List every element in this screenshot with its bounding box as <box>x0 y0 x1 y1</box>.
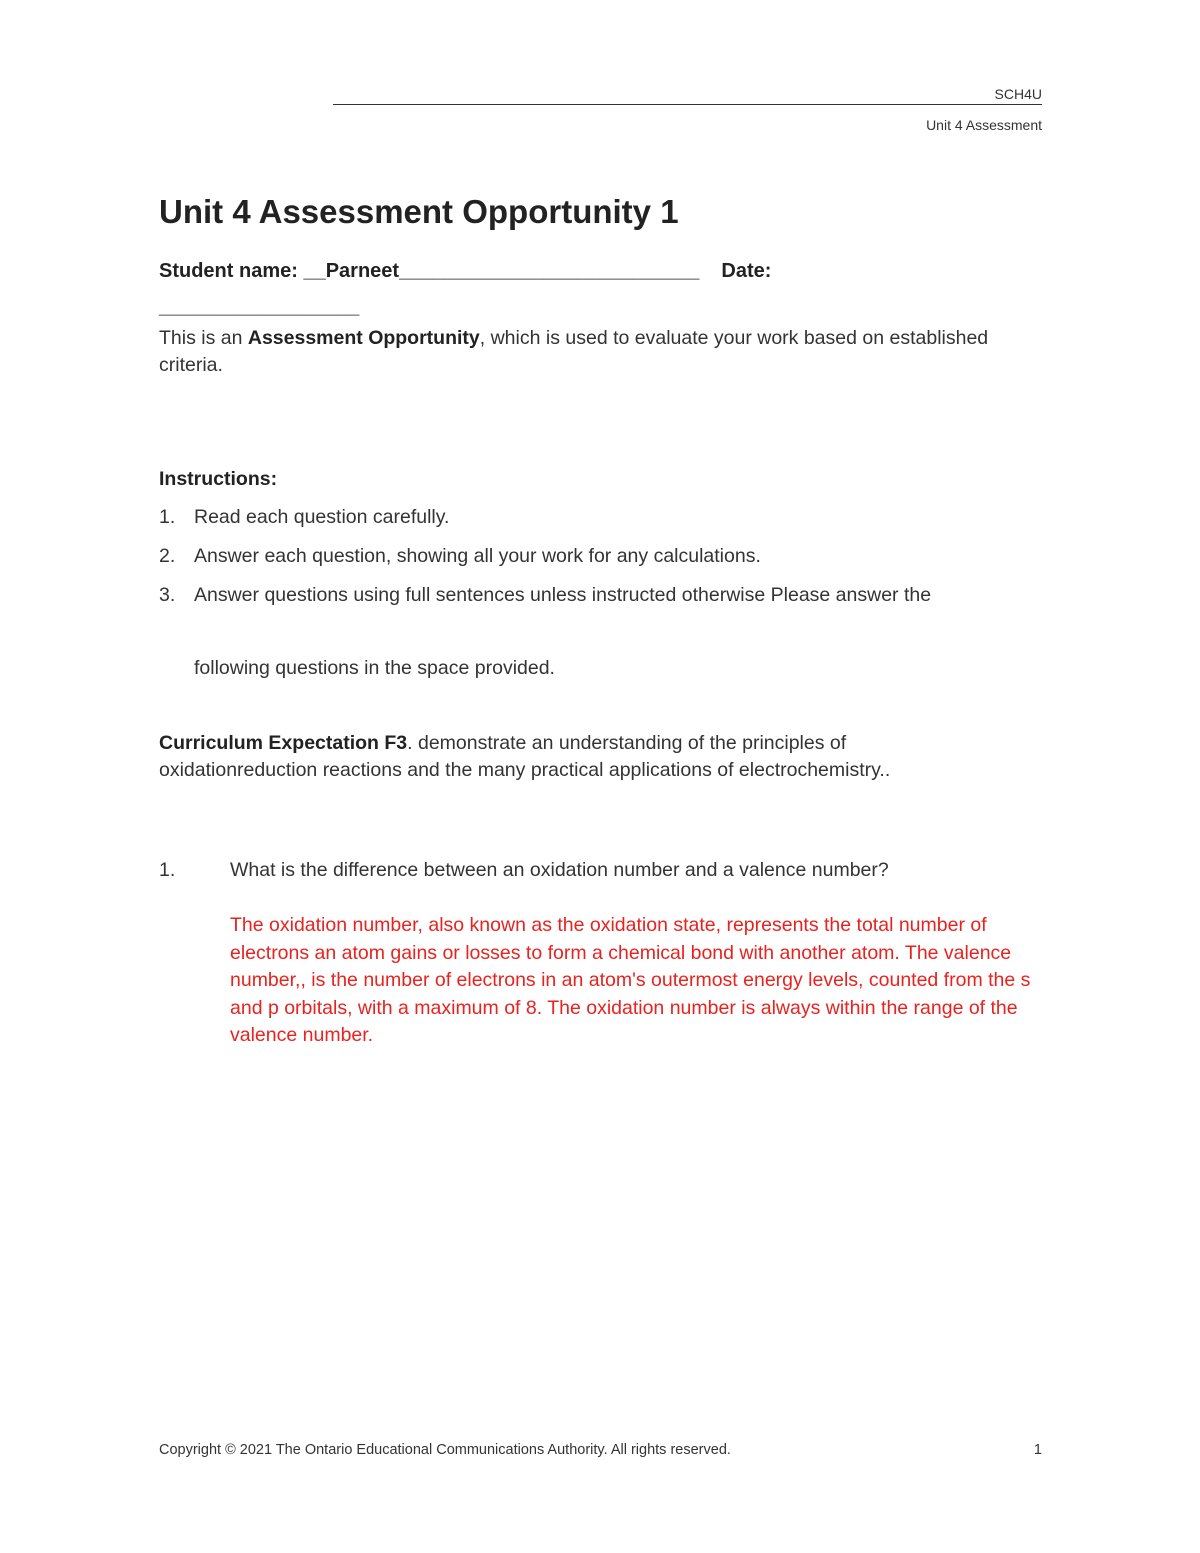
header-course-code: SCH4U <box>994 86 1042 102</box>
date-label: Date: <box>721 260 772 282</box>
question-text: What is the difference between an oxidation number and a valence number? <box>230 859 889 881</box>
header-rule <box>333 104 1042 105</box>
instruction-text: Answer each question, showing all your work for any calculations. <box>194 545 761 567</box>
intro-paragraph <box>159 325 989 379</box>
instruction-text: Answer questions using full sentences unless instructed otherwise Please answer the <box>194 584 932 606</box>
instruction-continuation: following questions in the space provided. <box>194 657 555 679</box>
student-name-field: Student name: __Parneet___________________________ <box>159 260 700 282</box>
answer-text: The oxidation number, also known as the oxidation state, represents the total number of electrons an atom gains or losses to form a chemical bond with another atom. The valence number,, is the number of electrons in an atom's outermost energy levels, counted from the s and p orbitals, with a maximum of 8. The oxidation number is always within the range of the valence number. <box>230 914 1031 1046</box>
intro-suffix: , which is used to evaluate your work based on established criteria. <box>159 327 989 376</box>
footer-copyright: Copyright © 2021 The Ontario Educational Communications Authority. All rights reserved. <box>159 1442 731 1458</box>
student-info-line <box>159 260 771 283</box>
intro-prefix: This is an <box>159 327 248 349</box>
instruction-number: 3. <box>159 584 176 606</box>
instruction-item <box>159 545 761 568</box>
page-number: 1 <box>1033 1442 1042 1458</box>
question-number: 1. <box>159 859 176 881</box>
instruction-number: 2. <box>159 545 176 567</box>
intro-bold-term: Assessment Opportunity <box>247 327 480 349</box>
curriculum-text: . demonstrate an understanding of the principles of oxidationreduction reactions and the many practical applications of electrochemistry.. <box>159 732 891 781</box>
instruction-item <box>159 584 931 607</box>
instruction-number: 1. <box>159 506 176 528</box>
instruction-text: Read each question carefully. <box>194 506 450 528</box>
curriculum-label: Curriculum Expectation F3 <box>159 732 408 754</box>
header-unit-label: Unit 4 Assessment <box>926 117 1042 133</box>
instruction-item <box>159 506 449 529</box>
date-blank-line: __________________ <box>159 296 360 318</box>
document-title: Unit 4 Assessment Opportunity 1 <box>159 193 679 230</box>
instructions-heading: Instructions: <box>159 468 278 490</box>
curriculum-expectation <box>159 730 1009 784</box>
